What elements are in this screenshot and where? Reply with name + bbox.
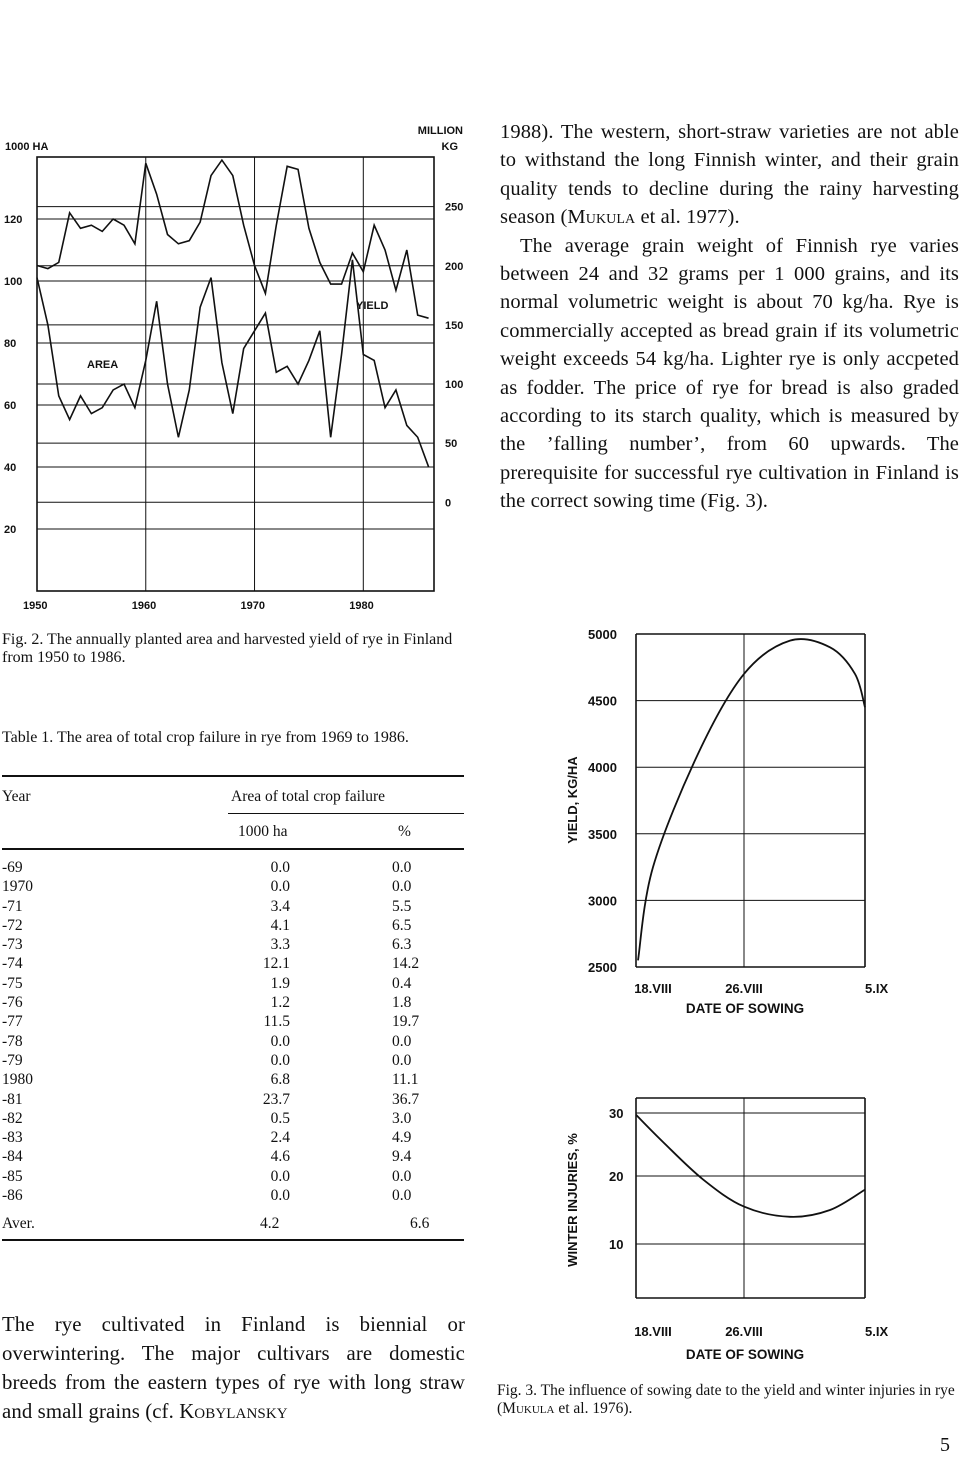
table1-cell-ha: 12.1	[262, 955, 290, 973]
fig3-caption-lead: Fig. 3.	[497, 1382, 538, 1399]
table1-header-rule	[2, 848, 464, 850]
table-row	[2, 1128, 440, 1147]
fig3-yield-curve	[638, 639, 865, 960]
fig3-injury-xtick: 26.VIII	[725, 1324, 763, 1339]
fig3-injury-ylabel: WINTER INJURIES, %	[565, 1133, 580, 1267]
table-row	[2, 935, 440, 954]
table1-cell-pct: 0.0	[392, 1051, 412, 1069]
table1-cell-pct: 9.4	[392, 1148, 412, 1166]
body-left-p1: The rye cultivated in Finland is biennial or overwintering. The major cultivars are domestic breeds from the eastern types of rye with long straw and small grains (cf. Kobylansky	[2, 1313, 465, 1423]
fig2-left-tick-label: 80	[4, 338, 17, 350]
table1-cell-pct: 0.0	[392, 1032, 412, 1050]
table1-cell-year: 1970	[2, 878, 33, 896]
fig2-caption: Fig. 2. The annually planted area and harvested yield of rye in Finland from 1950 to 1986.	[2, 631, 453, 666]
table-row	[2, 1109, 440, 1128]
table-row	[2, 954, 440, 973]
table1-cell-pct: 0.0	[392, 878, 412, 896]
body-right-p2: The average grain weight of Finnish rye varies between 24 and 32 grams per 1 000 grains, and its normal volumetric weight is about 70 kg/ha. Rye is commercially accepted as bread grain if its volumetric weight exceeds 54 kg/ha. Lighter rye is only accpeted as fodder. The price of rye for bread is also graded according to its starch quality, which is measured by the ’falling number’, from 60 upwards. The prerequisite for successful rye cultivation in Finland is the correct sowing time (Fig. 3).	[500, 234, 959, 513]
table1-cell-pct: 0.0	[392, 859, 412, 876]
table1-cell-year: -73	[2, 936, 23, 954]
table1-cell-ha: 0.0	[270, 1167, 290, 1185]
table1-cell-year: -75	[2, 974, 23, 992]
fig2-area-series	[37, 160, 429, 318]
table1-cell-pct: 14.2	[392, 955, 420, 973]
table-row	[2, 1147, 440, 1166]
fig3-yield-ytick: 3500	[588, 826, 617, 842]
table1-cell-pct: 1.8	[392, 994, 412, 1012]
fig2-left-tick-label: 40	[4, 462, 17, 474]
table1-cell-year: -86	[2, 1187, 23, 1205]
table1-cell-pct: 6.5	[392, 916, 412, 934]
table1-cell-year: -85	[2, 1167, 23, 1185]
table1-cell-ha: 1.9	[270, 974, 290, 992]
table1-bottom-rule	[2, 1239, 464, 1241]
table1-cell-ha: 4.6	[270, 1148, 290, 1166]
fig3-yield-chart	[540, 620, 960, 1030]
fig2-left-tick-label: 100	[4, 276, 23, 288]
fig3-injury-curve	[636, 1115, 865, 1217]
fig2-grid	[37, 157, 434, 591]
table1-cell-ha: 3.3	[270, 936, 290, 954]
fig3-injury-xtick: 5.IX	[865, 1324, 889, 1339]
fig3-injury-chart	[540, 1090, 960, 1370]
table1-group-rule	[228, 813, 464, 814]
table-row	[2, 916, 440, 935]
fig2-left-tick-label: 120	[4, 214, 23, 226]
table1-cell-pct: 19.7	[392, 1013, 420, 1031]
table1-cell-ha: 23.7	[262, 1090, 290, 1108]
table-row	[2, 1090, 440, 1109]
table1-col-ha: 1000 ha	[238, 823, 288, 840]
table1-cell-pct: 0.0	[392, 1167, 412, 1185]
fig2-left-tick-label: 60	[4, 400, 17, 412]
fig3-yield-xlabel: DATE OF SOWING	[685, 1001, 805, 1016]
fig3-yield-ylabel: YIELD, KG/HA	[565, 756, 580, 844]
body-right-p1: 1988). The western, short-straw varieties are not able to withstand the long Finnish winter, and their grain quality tends to decline during the rainy harvesting season (Mukula et al. 1977).	[500, 121, 959, 229]
table-row	[2, 974, 440, 993]
fig3-injury-xlabel: DATE OF SOWING	[685, 1347, 805, 1362]
table1-cell-ha: 2.4	[270, 1129, 290, 1147]
table-row	[2, 993, 440, 1012]
fig3-yield-xtick: 26.VIII	[725, 981, 763, 996]
fig2-right-tick-label: 150	[445, 319, 464, 332]
table1-top-rule	[2, 775, 464, 777]
table1-aver-pct: 6.6	[410, 1215, 430, 1232]
table1-caption: Table 1. The area of total crop failure in rye from 1969 to 1986.	[2, 729, 409, 746]
table1-body	[2, 858, 464, 1205]
table1-aver-ha: 4.2	[260, 1215, 280, 1232]
table1-cell-year: -78	[2, 1032, 23, 1050]
table1-cell-pct: 5.5	[392, 897, 412, 915]
fig3-yield-ytick: 4500	[588, 693, 617, 709]
fig2-frame	[37, 157, 434, 591]
table1-cell-year: -82	[2, 1109, 23, 1127]
fig2-right-unit-2: KG	[441, 141, 458, 153]
fig2-right-tick-label: 0	[445, 497, 452, 510]
table-row	[2, 1032, 440, 1051]
table-row	[2, 1012, 440, 1031]
table1-cell-ha: 1.2	[270, 994, 290, 1012]
table1-aver-label: Aver.	[2, 1215, 35, 1232]
table1-cell-year: 1980	[2, 1071, 33, 1089]
fig3-injury-ytick: 30	[609, 1106, 624, 1121]
table-row	[2, 877, 440, 896]
table-row	[2, 1070, 440, 1089]
fig2-left-unit: 1000 HA	[5, 141, 49, 153]
table-row	[2, 897, 440, 916]
body-right	[500, 118, 959, 516]
table1-cell-ha: 0.0	[270, 1051, 290, 1069]
table1-cell-ha: 0.0	[270, 1032, 290, 1050]
fig3-caption	[497, 1382, 959, 1418]
table1-col-year: Year	[2, 788, 31, 805]
table1-cell-year: -79	[2, 1051, 23, 1069]
table1	[2, 858, 440, 1205]
table1-col-group: Area of total crop failure	[231, 788, 386, 805]
table1-cell-ha: 0.0	[270, 859, 290, 876]
table1-cell-ha: 6.8	[270, 1071, 290, 1089]
body-left	[2, 1310, 465, 1426]
fig3-injury-ytick: 20	[609, 1169, 624, 1184]
fig3-yield-xtick: 18.VIII	[634, 981, 672, 996]
table-row	[2, 1051, 440, 1070]
table1-cell-year: -77	[2, 1013, 23, 1031]
fig2-area-label: AREA	[87, 359, 119, 371]
table1-cell-year: -76	[2, 994, 23, 1012]
table1-cell-pct: 0.4	[392, 974, 412, 992]
fig3-caption-text: The influence of sowing date to the yield and winter injuries in rye (Mukula et al. 1976).	[497, 1382, 955, 1417]
fig3-yield-ytick: 4000	[588, 760, 617, 776]
table1-cell-year: -83	[2, 1129, 23, 1147]
table1-cell-ha: 11.5	[263, 1013, 290, 1031]
fig2-right-tick-label: 250	[445, 201, 464, 214]
table1-cell-year: -69	[2, 859, 23, 876]
fig3-yield-ytick: 5000	[588, 627, 617, 642]
table1-cell-pct: 11.1	[392, 1071, 419, 1089]
fig3-yield-xtick: 5.IX	[865, 981, 889, 996]
table1-cell-year: -71	[2, 897, 23, 915]
table1-cell-pct: 3.0	[392, 1109, 412, 1127]
table1-cell-year: -81	[2, 1090, 23, 1108]
fig3-injury-ytick: 10	[609, 1237, 624, 1252]
fig2-right-tick-label: 200	[445, 260, 464, 273]
table1-cell-year: -74	[2, 955, 23, 973]
table-row	[2, 1186, 440, 1205]
table1-cell-ha: 0.0	[270, 878, 290, 896]
table1-cell-pct: 4.9	[392, 1129, 412, 1147]
fig2-x-tick-label: 1980	[349, 600, 374, 612]
fig3-yield-ytick: 3000	[588, 893, 617, 909]
fig2-x-tick-label: 1970	[240, 600, 266, 612]
fig2-right-tick-label: 50	[445, 438, 458, 451]
fig2-yield-label: YIELD	[356, 300, 389, 312]
fig2-x-tick-label: 1960	[131, 600, 157, 612]
fig2-x-tick-label: 1950	[23, 600, 48, 612]
table1-cell-ha: 4.1	[270, 916, 290, 934]
fig3-injury-xtick: 18.VIII	[634, 1324, 672, 1339]
table1-cell-pct: 6.3	[392, 936, 412, 954]
fig2-right-tick-label: 100	[445, 379, 464, 392]
table1-cell-year: -84	[2, 1148, 23, 1166]
page-number: 5	[940, 1434, 950, 1456]
table1-col-pct: %	[398, 823, 411, 840]
table1-cell-pct: 36.7	[392, 1090, 420, 1108]
table1-cell-year: -72	[2, 916, 23, 934]
fig3-yield-ytick: 2500	[588, 960, 617, 975]
fig2-right-unit-1: MILLION	[417, 125, 463, 137]
table-row	[2, 858, 440, 877]
table1-cell-ha: 3.4	[270, 897, 290, 915]
fig2-left-tick-label: 20	[4, 524, 17, 536]
fig2-chart	[0, 115, 475, 620]
table1-cell-ha: 0.0	[270, 1187, 290, 1205]
table1-cell-ha: 0.5	[270, 1109, 290, 1127]
table-row	[2, 1167, 440, 1186]
table1-cell-pct: 0.0	[392, 1187, 412, 1205]
